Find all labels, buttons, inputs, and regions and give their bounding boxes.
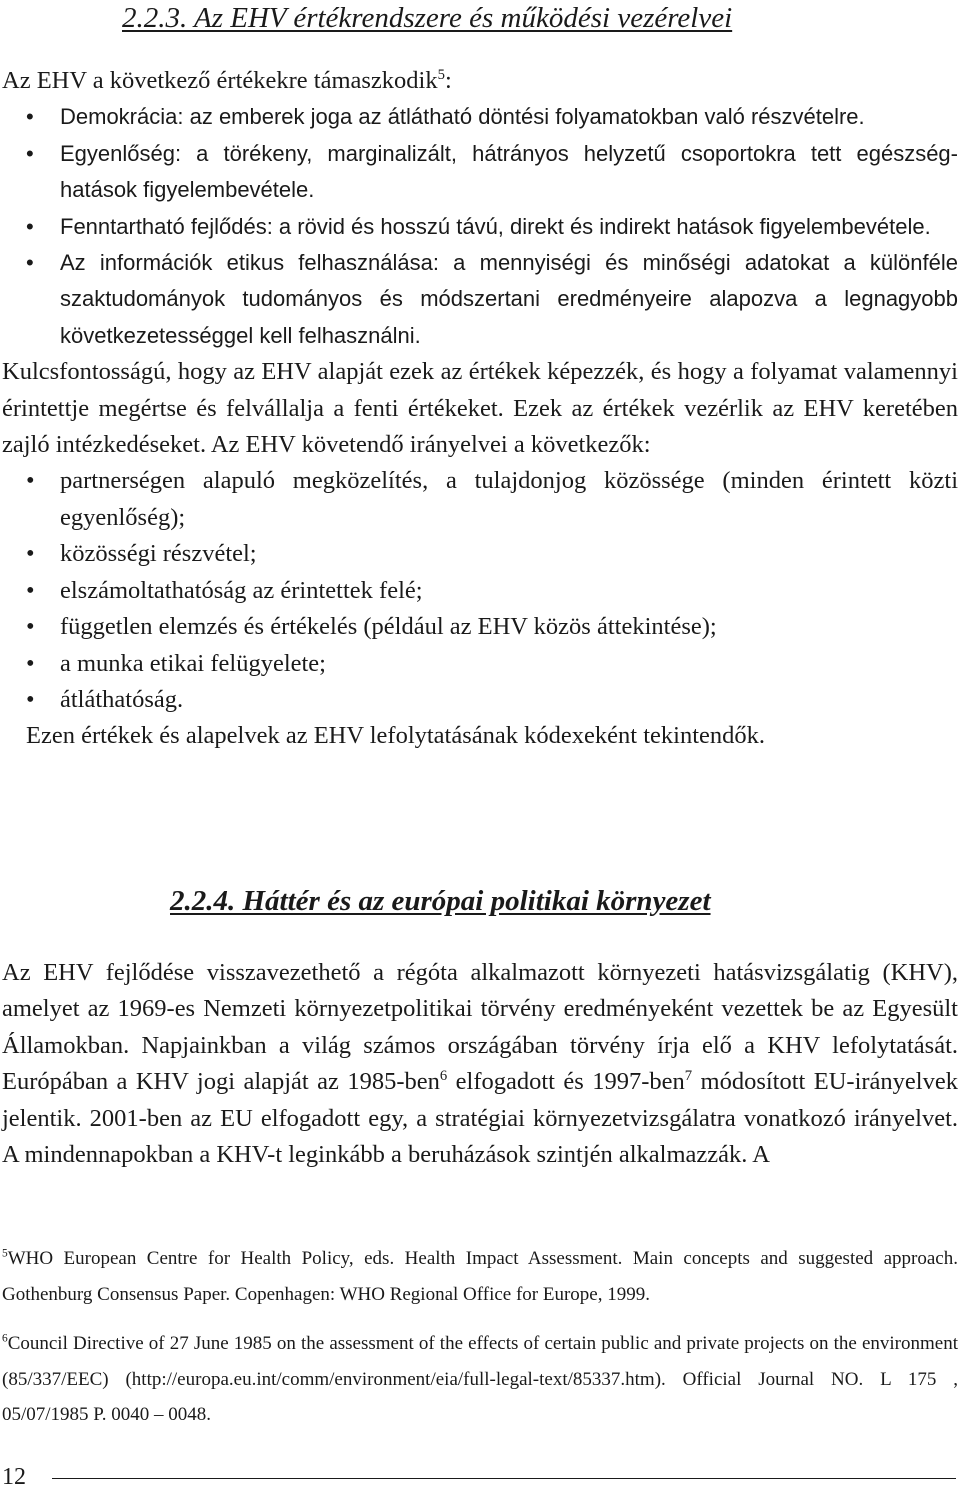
list-item: • elszámoltathatóság az érintettek felé;: [2, 573, 958, 609]
footnotes: [2, 1241, 958, 1433]
list-item: • partnerségen alapuló megközelítés, a tulajdonjog közössége (minden érintett közti egyenlőség);: [2, 463, 958, 536]
section-2-2-3-body: [2, 63, 958, 755]
list-item: • független elemzés és értékelés (például az EHV közös áttekintése);: [2, 609, 958, 645]
footnote-5: $^5$WHO European Centre for Health Policy, eds. Health Impact Assessment. Main concepts and suggested approach. Gothenburg Consensus Paper. Copenhagen: WHO Regional Office for Europe, 1999.: [2, 1247, 958, 1305]
section-heading-2-2-4: 2.2.4. Háttér és az európai politikai környezet: [170, 885, 711, 917]
footer-rule: [52, 1478, 956, 1479]
background-paragraph: Az EHV fejlődése visszavezethető a régóta alkalmazott környezeti hatásvizsgálatig (KHV), amelyet az 1969-es Nemzeti környezetpolitikai törvény eredményeként vezettek be az Egyesült Államokban. Napjainkban a világ számos országában törvény írja elő a KHV lefolytatását. Európában a KHV jogi alapját az 1985-ben$^6$ elfogadott és 1997-ben$^7$ módosított EU-irányelvek jelentik. 2001-ben az EU elfogadott egy, a stratégiai környezetvizsgálatra vonatkozó irányelvet. A mindennapokban a KHV-t leginkább a beruházások szintjén alkalmazzák. A: [2, 959, 958, 1169]
list-item: • Demokrácia: az emberek joga az átlátható döntési folyamatokban való részvételre.: [2, 99, 958, 135]
principles-intro-paragraph: Kulcsfontosságú, hogy az EHV alapját ezek az értékek képezzék, és hogy a folyamat valamennyi érintettje megértse és felvállalja a fenti értékeket. Ezek az értékek vezérlik az EHV keretében zajló intézkedéseket. Az EHV követendő irányelvei a következők:: [2, 358, 958, 459]
values-list: [2, 99, 958, 354]
list-item: • átláthatóság.: [2, 682, 958, 718]
principles-list: [2, 463, 958, 718]
footnote-ref-5[interactable]: 5: [437, 66, 445, 83]
list-item: • Egyenlőség: a törékeny, marginalizált, hátrányos helyzetű csoportokra tett egészség-hatások figyelembevétele.: [2, 136, 958, 209]
section-heading-2-2-3: 2.2.3. Az EHV értékrendszere és működési vezérelvei: [122, 2, 733, 34]
footnote-ref-7[interactable]: 7: [684, 1068, 693, 1085]
list-item: • Az információk etikus felhasználása: a mennyiségi és minőségi adatokat a különféle szaktudományok tudományos és módszertani eredményeire alapozva a legnagyobb következetességgel kell felhasználni.: [2, 245, 958, 354]
footnote-ref-6[interactable]: 6: [439, 1068, 448, 1085]
values-intro: Az EHV a következő értékekre támaszkodik$^5$:: [2, 66, 452, 94]
list-item: • a munka etikai felügyelete;: [2, 646, 958, 682]
page-number: 12: [2, 1464, 26, 1490]
list-item: • közösségi részvétel;: [2, 536, 958, 572]
list-item: • Fenntartható fejlődés: a rövid és hosszú távú, direkt és indirekt hatások figyelembevétele.: [2, 209, 958, 245]
closing-sentence: Ezen értékek és alapelvek az EHV lefolytatásának kódexeként tekintendők.: [26, 722, 765, 750]
footnote-6: $^6$Council Directive of 27 June 1985 on the assessment of the effects of certain public and private projects on the environment (85/337/EEC) (http://europa.eu.int/comm/environment/eia/full-legal-text/85337.htm). Official Journal NO. L 175 , 05/07/1985 P. 0040 – 0048.: [2, 1332, 958, 1425]
